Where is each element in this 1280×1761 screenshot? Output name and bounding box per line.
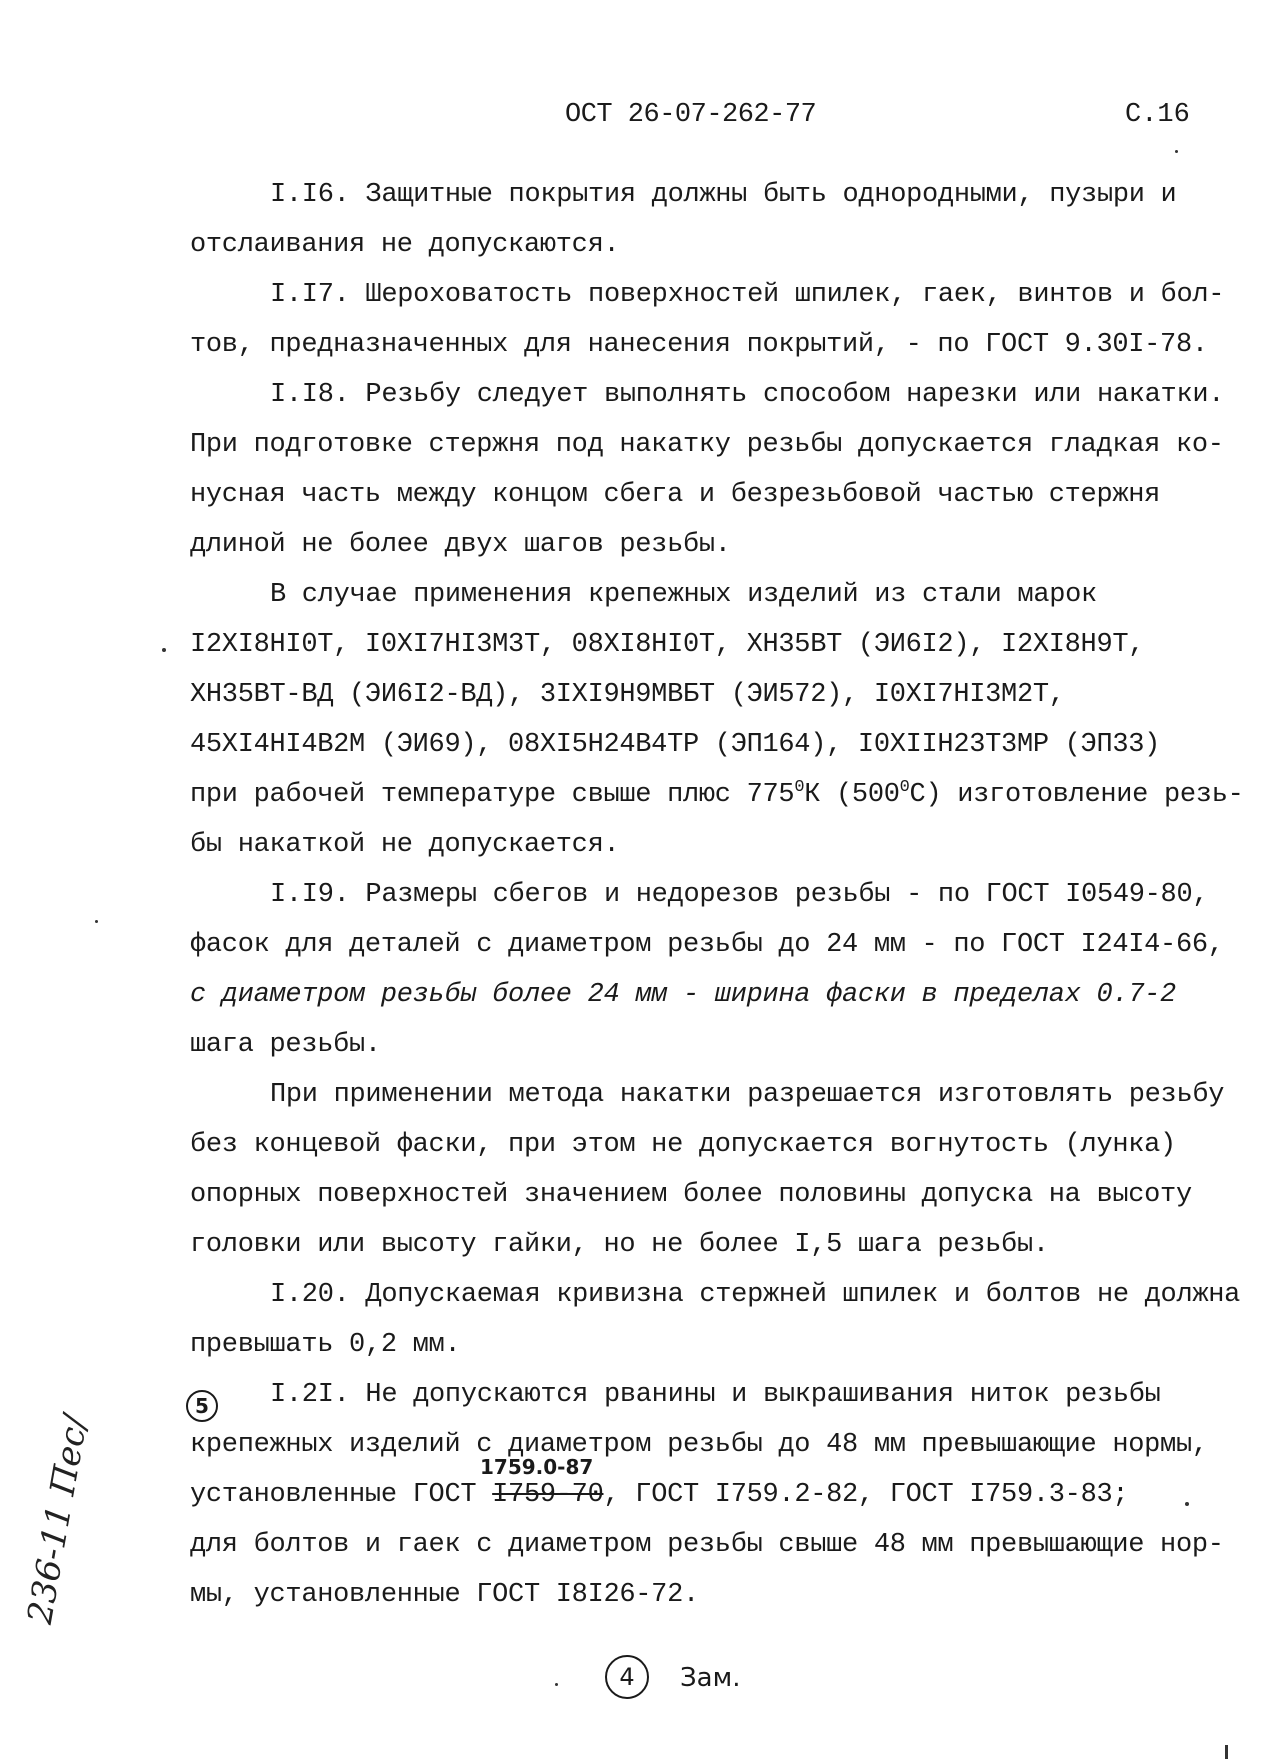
text-line: опорных поверхностей значением более половины допуска на высоту: [190, 1180, 1192, 1210]
text-line: I.I8. Резьбу следует выполнять способом нарезки или накатки.: [270, 380, 1225, 410]
text-line: 45XI4HI4B2M (ЭИ69), 08XI5H24B4TP (ЭП164), I0XIIH23T3MP (ЭП33): [190, 730, 1161, 760]
text-segment: К (500: [804, 780, 900, 810]
change-label: Зам.: [680, 1663, 741, 1693]
scan-speck: [555, 1683, 558, 1686]
text-line: без концевой фаски, при этом не допускается вогнутость (лунка): [190, 1130, 1176, 1160]
text-line: тов, предназначенных для нанесения покрытий, - по ГОСТ 9.30I-78.: [190, 330, 1208, 360]
handwritten-correction: 1759.0-87: [480, 1455, 594, 1479]
text-line: XH35BT-ВД (ЭИ6I2-ВД), 3IXI9H9MBБT (ЭИ572), I0XI7HI3M2T,: [190, 680, 1065, 710]
change-number-circle: 4: [605, 1655, 649, 1699]
scan-speck: [1175, 150, 1178, 153]
text-line: I.I7. Шероховатость поверхностей шпилек, гаек, винтов и бол-: [270, 280, 1225, 310]
standard-number: ОСТ 26-07-262-77: [565, 100, 817, 130]
document-body: [190, 170, 1244, 1620]
text-segment: С) изготовление резь-: [909, 780, 1244, 810]
text-segment: , ГОСТ I759.2-82, ГОСТ I759.3-83;: [603, 1480, 1129, 1510]
text-line-gost: [190, 1470, 1230, 1520]
text-line: превышать 0,2 мм.: [190, 1330, 461, 1360]
degree-superscript: 0: [899, 778, 910, 797]
text-line: I.I6. Защитные покрытия должны быть однородными, пузыри и: [270, 180, 1177, 210]
scan-speck: [95, 920, 98, 923]
text-line: фасок для деталей с диаметром резьбы до 24 мм - по ГОСТ I24I4-66,: [190, 930, 1224, 960]
text-line: I.I9. Размеры сбегов и недорезов резьбы - по ГОСТ I0549-80,: [270, 880, 1209, 910]
text-line: для болтов и гаек с диаметром резьбы свыше 48 мм превышающие нор-: [190, 1530, 1224, 1560]
text-line: с диаметром резьбы более 24 мм - ширина фаски в пределах 0.7-2: [190, 980, 1176, 1010]
revision-mark: 5: [186, 1390, 218, 1422]
text-line: мы, установленные ГОСТ I8I26-72.: [190, 1580, 699, 1610]
text-line: При подготовке стержня под накатку резьбы допускается гладкая ко-: [190, 430, 1224, 460]
text-line: отслаивания не допускаются.: [190, 230, 620, 260]
degree-superscript: 0: [794, 778, 805, 797]
text-line: I2XI8HI0T, I0XI7HI3M3T, 08XI8HI0T, XH35BT (ЭИ6I2), I2XI8H9T,: [190, 630, 1145, 660]
scan-speck: [1185, 1502, 1189, 1506]
text-segment: установленные ГОСТ: [190, 1480, 493, 1510]
handwritten-signature: 236-11 Пес/: [20, 1412, 96, 1627]
scan-speck: [162, 648, 166, 652]
text-line-temperature: [190, 770, 1244, 820]
text-line: При применении метода накатки разрешается изготовлять резьбу: [270, 1080, 1225, 1110]
text-line: шага резьбы.: [190, 1030, 381, 1060]
text-segment: при рабочей температуре свыше плюс 775: [190, 780, 795, 810]
text-line: головки или высоту гайки, но не более I,5 шага резьбы.: [190, 1230, 1049, 1260]
text-line: бы накаткой не допускается.: [190, 830, 620, 860]
text-line: крепежных изделий с диаметром резьбы до 48 мм превышающие нормы,: [190, 1430, 1208, 1460]
text-line: I.2I. Не допускаются рванины и выкрашивания ниток резьбы: [270, 1380, 1161, 1410]
text-line: I.20. Допускаемая кривизна стержней шпилек и болтов не должна: [270, 1280, 1241, 1310]
text-line: длиной не более двух шагов резьбы.: [190, 530, 731, 560]
text-line: нусная часть между концом сбега и безрезьбовой частью стержня: [190, 480, 1161, 510]
struck-reference: I759-70: [492, 1480, 604, 1510]
scan-speck: [1225, 1745, 1228, 1759]
text-line: В случае применения крепежных изделий из стали марок: [270, 580, 1097, 610]
page-number: С.16: [1125, 100, 1190, 130]
